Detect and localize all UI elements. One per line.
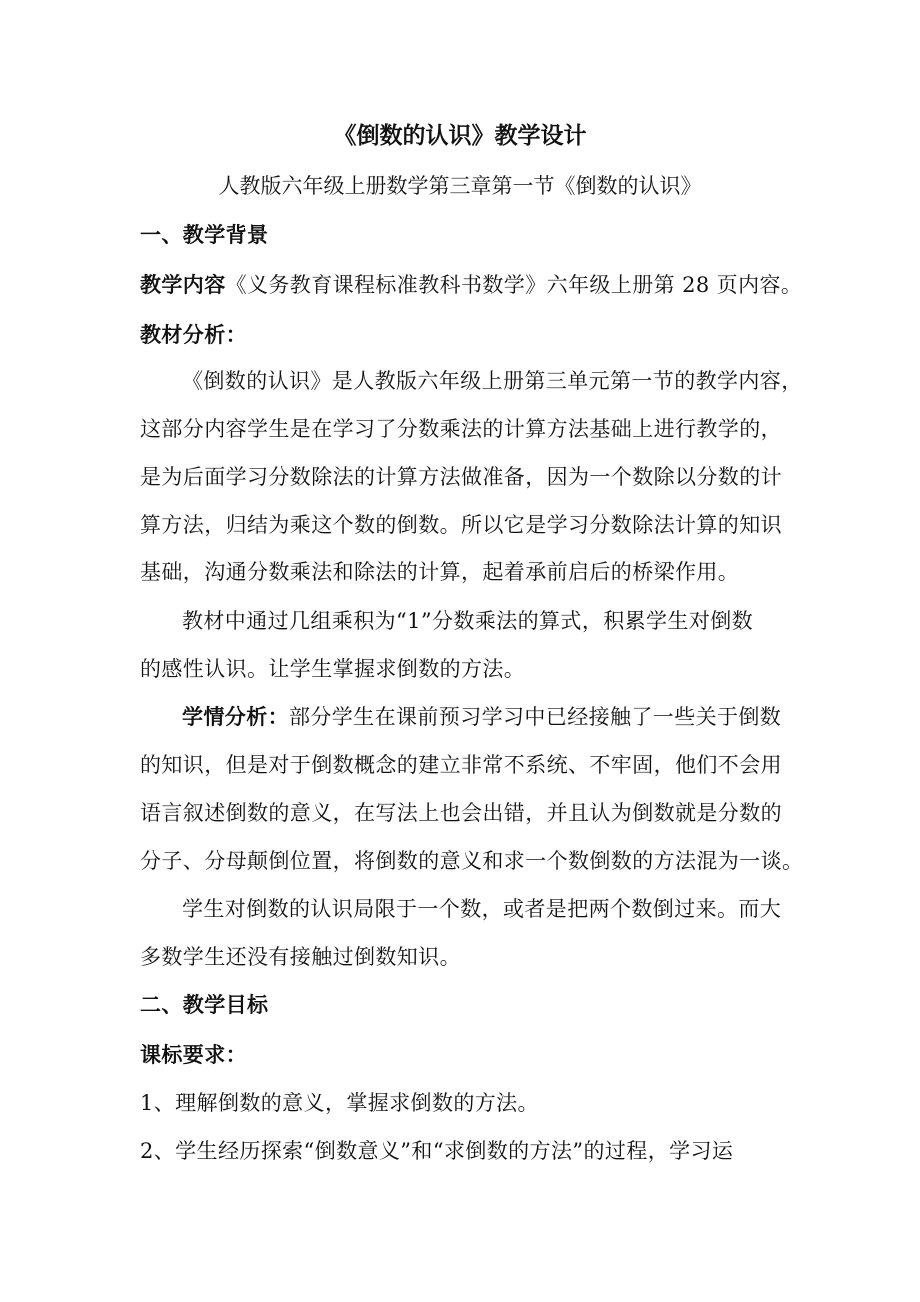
paragraph-line: 分子、分母颠倒位置，将倒数的意义和求一个数倒数的方法混为一谈。 — [140, 849, 804, 873]
learner-analysis-text: 部分学生在课前预习学习中已经接触了一些关于倒数 — [289, 705, 782, 729]
paragraph-line: 《倒数的认识》是人教版六年级上册第三单元第一节的教学内容， — [182, 369, 803, 393]
paragraph-line: 这部分内容学生是在学习了分数乘法的计算方法基础上进行教学的， — [140, 417, 782, 441]
learner-analysis-line — [182, 702, 822, 732]
paragraph-line: 是为后面学习分数除法的计算方法做准备，因为一个数除以分数的计 — [140, 465, 782, 489]
paragraph-line: 语言叙述倒数的意义，在写法上也会出错，并且认为倒数就是分数的 — [140, 801, 782, 825]
learner-analysis-label: 学情分析： — [182, 705, 289, 729]
paragraph-line: 基础，沟通分数乘法和除法的计算，起着承前启后的桥梁作用。 — [140, 560, 740, 584]
document-subtitle: 人教版六年级上册数学第三章第一节《倒数的认识》 — [218, 174, 702, 198]
paragraph-line: 算方法，归结为乘这个数的倒数。所以它是学习分数除法计算的知识 — [140, 513, 782, 537]
teaching-content-line — [140, 270, 803, 300]
paragraph-line: 学生对倒数的认识局限于一个数，或者是把两个数倒过来。而大 — [182, 897, 782, 921]
section-heading-objectives: 二、教学目标 — [140, 993, 269, 1017]
objective-item: 2、学生经历探索“倒数意义”和“求倒数的方法”的过程，学习运 — [140, 1139, 734, 1163]
paragraph-line: 多数学生还没有接触过倒数知识。 — [140, 945, 461, 969]
section-heading-background: 一、教学背景 — [140, 223, 269, 247]
teaching-content-label: 教学内容 — [140, 273, 226, 297]
paragraph-line: 的知识，但是对于倒数概念的建立非常不系统、不牢固，他们不会用 — [140, 753, 782, 777]
paragraph-line: 教材中通过几组乘积为“1”分数乘法的算式，积累学生对倒数 — [182, 609, 754, 633]
paragraph-line: 的感性认识。让学生掌握求倒数的方法。 — [140, 657, 526, 681]
document-title: 《倒数的认识》教学设计 — [333, 123, 587, 149]
objective-item: 1、理解倒数的意义，掌握求倒数的方法。 — [140, 1091, 539, 1115]
textbook-analysis-heading: 教材分析： — [140, 323, 247, 347]
curriculum-standard-heading: 课标要求： — [140, 1043, 247, 1067]
teaching-content-text: 《义务教育课程标准教科书数学》六年级上册第 28 页内容。 — [225, 273, 803, 297]
